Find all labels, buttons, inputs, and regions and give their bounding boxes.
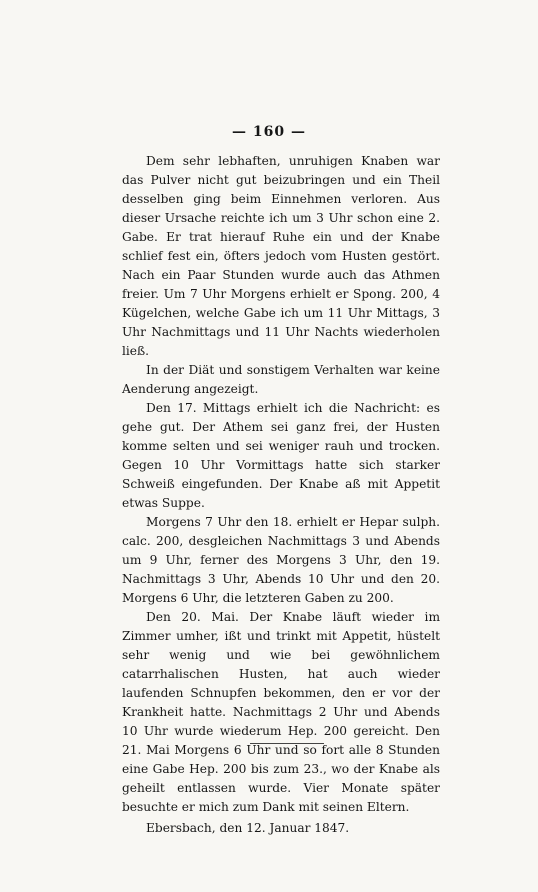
page-number: — 160 — [232, 124, 306, 140]
place-date-line: Ebersbach, den 12. Januar 1847. [146, 821, 350, 835]
body-text [122, 152, 440, 838]
paragraph: Den 20. Mai. Der Knabe läuft wieder im Zimmer umher, ißt und trinkt mit Appetit, hüstelt sehr wenig und wie bei gewöhnlichem catarrhalischen Husten, hat auch wieder laufenden Schnupfen bekommen, den er vor der Krankheit hatte. Nachmittags 2 Uhr und Abends 10 Uhr wurde wiederum Hep. 200 gereicht. Den 21. Mai Morgens 6 Uhr und so fort alle 8 Stunden eine Gabe Hep. 200 bis zum 23., wo der Knabe als geheilt entlassen wurde. Vier Monate später besuchte er mich zum Dank mit seinen Eltern. [122, 610, 440, 814]
paragraph: Den 17. Mittags erhielt ich die Nachricht: es gehe gut. Der Athem sei ganz frei, der Husten komme selten und sei weniger rauh und trocken. Gegen 10 Uhr Vormittags hatte sich starker Schweiß eingefunden. Der Knabe aß mit Appetit etwas Suppe. [122, 401, 440, 510]
paragraph: Morgens 7 Uhr den 18. erhielt er Hepar sulph. calc. 200, desgleichen Nachmittags 3 und Abends um 9 Uhr, ferner des Morgens 3 Uhr, den 19. Nachmittags 3 Uhr, Abends 10 Uhr und den 20. Morgens 6 Uhr, die letzteren Gaben zu 200. [122, 515, 440, 605]
paragraph: Dem sehr lebhaften, unruhigen Knaben war das Pulver nicht gut beizubringen und ein Theil desselben ging beim Einnehmen verloren. Aus dieser Ursache reichte ich um 3 Uhr schon eine 2. Gabe. Er trat hierauf Ruhe ein und der Knabe schlief fest ein, öfters jedoch vom Husten gestört. Nach ein Paar Stunden wurde auch das Athmen freier. Um 7 Uhr Morgens erhielt er Spong. 200, 4 Kügelchen, welche Gabe ich um 11 Uhr Mittags, 3 Uhr Nachmittags und 11 Uhr Nachts wiederholen ließ. [122, 154, 440, 358]
paragraph: In der Diät und sonstigem Verhalten war keine Aenderung angezeigt. [122, 363, 440, 396]
closing-rule [250, 743, 324, 744]
